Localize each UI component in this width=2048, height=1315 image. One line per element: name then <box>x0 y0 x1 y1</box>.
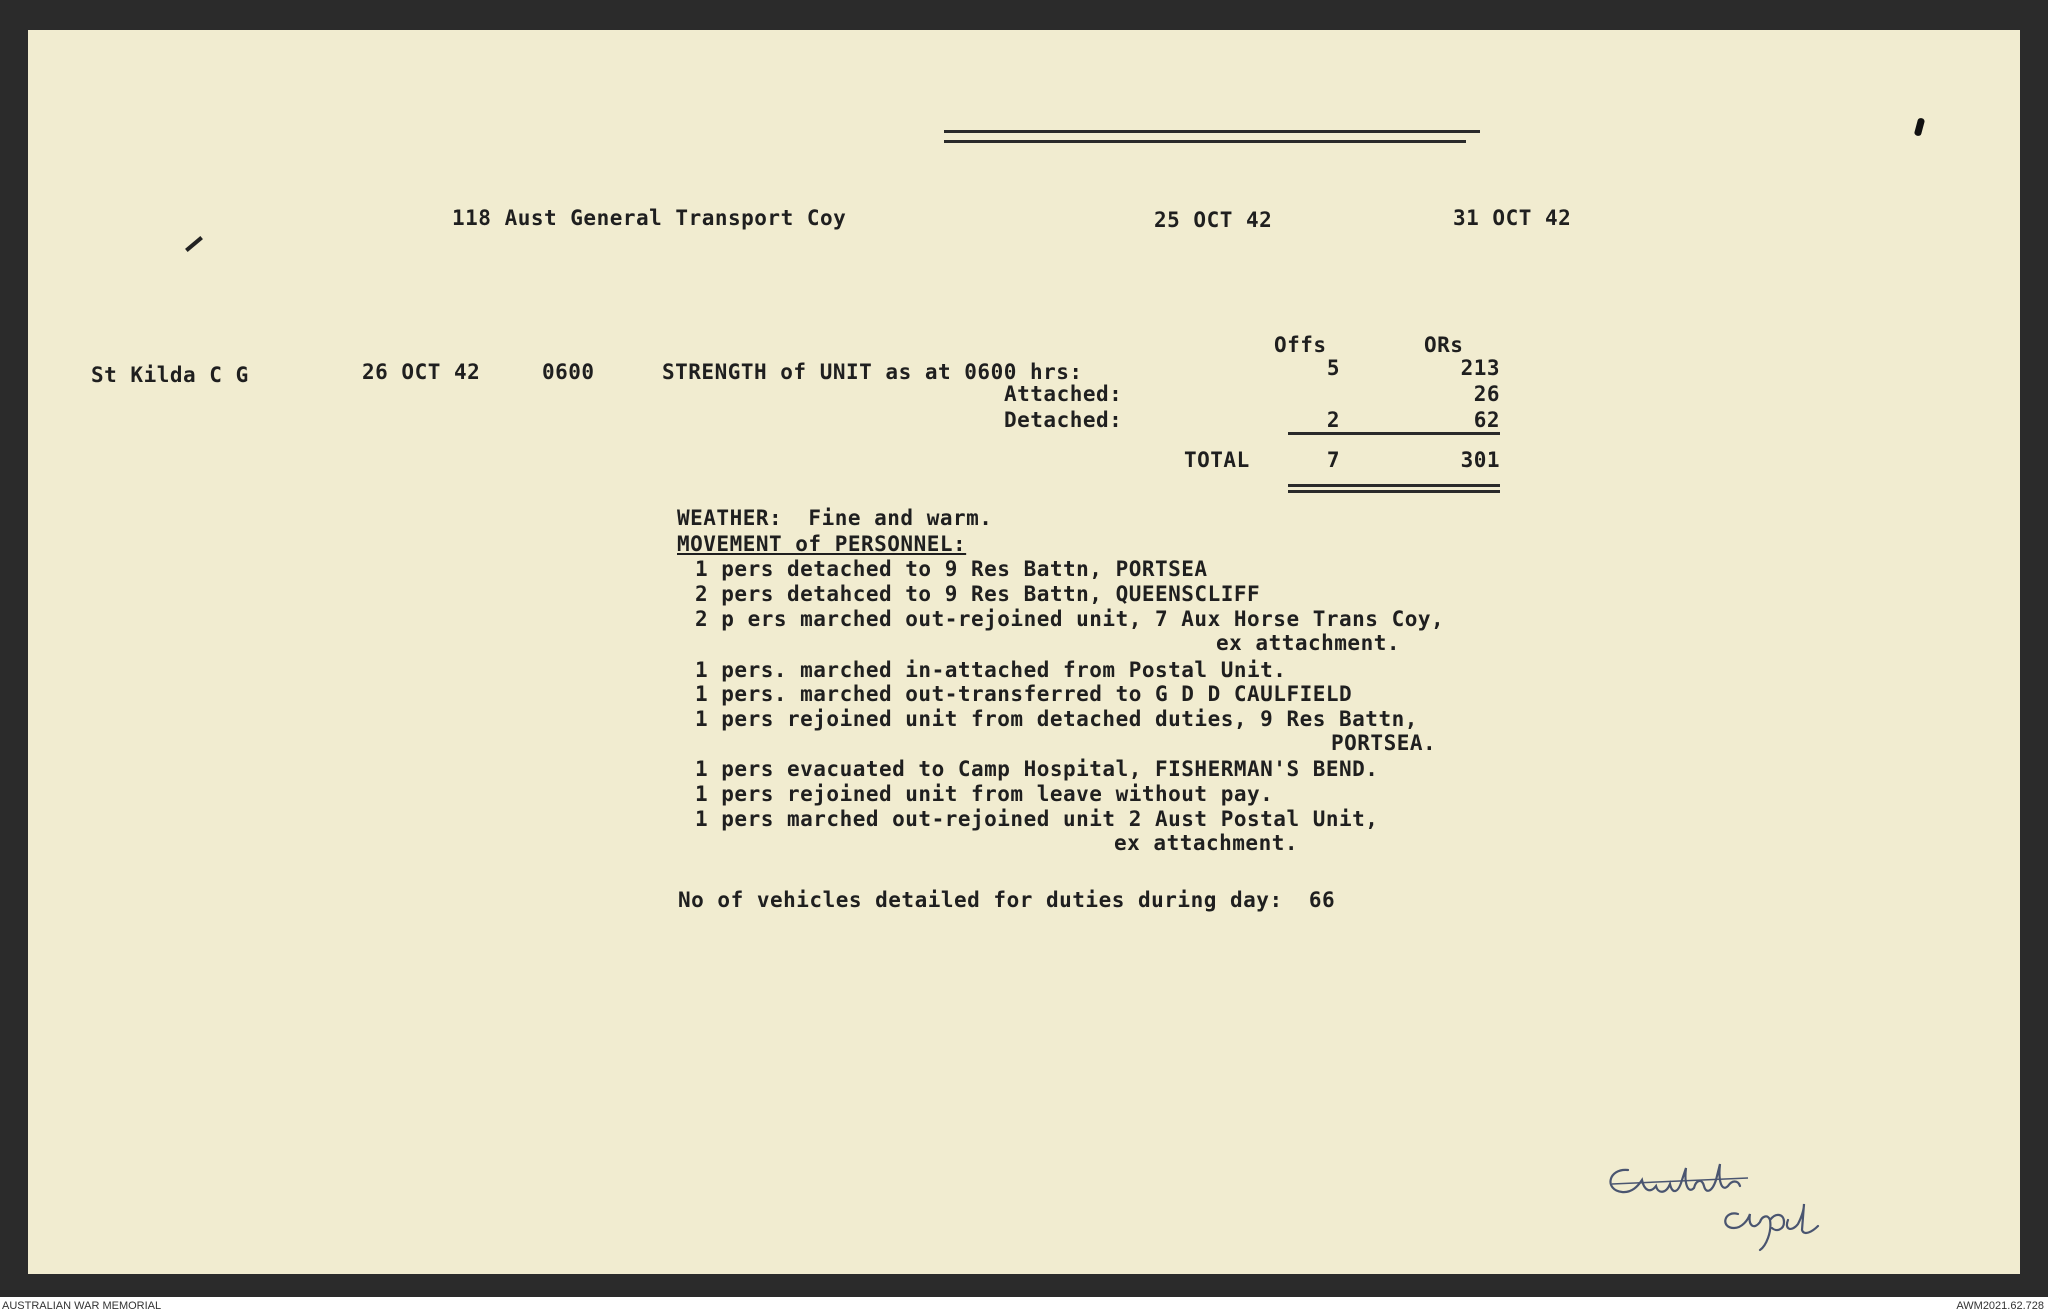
unit-name: 118 Aust General Transport Coy <box>452 206 847 230</box>
total-label: TOTAL <box>1184 448 1250 472</box>
movement-item: 2 p ers marched out-rejoined unit, 7 Aux Horse Trans Coy, <box>695 607 1445 631</box>
detached-label: Detached: <box>1004 408 1123 432</box>
movement-heading: MOVEMENT of PERSONNEL: <box>677 532 967 556</box>
movement-item: 2 pers detahced to 9 Res Battn, QUEENSCLIFF <box>695 582 1261 606</box>
footer-right: AWM2021.62.728 <box>1956 1300 2044 1312</box>
ink-mark <box>185 236 203 252</box>
date-from: 25 OCT 42 <box>1154 208 1273 232</box>
strength-label: STRENGTH of UNIT as at 0600 hrs: <box>662 360 1083 384</box>
document-page <box>28 30 2020 1274</box>
movement-item-cont: ex attachment. <box>1216 631 1401 655</box>
vehicles-line: No of vehicles detailed for duties during day: 66 <box>678 888 1336 912</box>
col-offs-heading: Offs <box>1274 333 1327 357</box>
ink-mark <box>1914 117 1925 136</box>
movement-item: 1 pers. marched in-attached from Postal Unit. <box>695 658 1287 682</box>
movement-item: 1 pers rejoined unit from detached duties, 9 Res Battn, <box>695 707 1418 731</box>
movement-item: 1 pers evacuated to Camp Hospital, FISHERMAN'S BEND. <box>695 757 1379 781</box>
movement-item: 1 pers rejoined unit from leave without pay. <box>695 782 1274 806</box>
strength-offs: 5 <box>1326 356 1340 380</box>
footer-bar <box>0 1297 2048 1315</box>
total-ors: 301 <box>1460 448 1500 472</box>
entry-place: St Kilda C G <box>91 363 249 387</box>
attached-ors: 26 <box>1473 382 1500 406</box>
attached-label: Attached: <box>1004 382 1123 406</box>
top-double-rule <box>944 130 1480 133</box>
movement-item: 1 pers. marched out-transferred to G D D CAULFIELD <box>695 682 1353 706</box>
subtotal-rule <box>1288 432 1500 435</box>
strength-ors: 213 <box>1460 356 1500 380</box>
date-to: 31 OCT 42 <box>1453 206 1572 230</box>
total-double-rule-2 <box>1288 490 1500 493</box>
footer-left: AUSTRALIAN WAR MEMORIAL <box>2 1300 162 1312</box>
movement-item: 1 pers marched out-rejoined unit 2 Aust Postal Unit, <box>695 807 1379 831</box>
movement-item-cont: PORTSEA. <box>1331 731 1437 755</box>
detached-ors: 62 <box>1473 408 1500 432</box>
total-offs: 7 <box>1326 448 1340 472</box>
top-double-rule-2 <box>944 140 1466 143</box>
detached-offs: 2 <box>1326 408 1340 432</box>
movement-item: 1 pers detached to 9 Res Battn, PORTSEA <box>695 557 1208 581</box>
signature <box>1598 1150 1898 1260</box>
entry-date: 26 OCT 42 <box>362 360 481 384</box>
movement-item-cont: ex attachment. <box>1114 831 1299 855</box>
col-ors-heading: ORs <box>1424 333 1464 357</box>
entry-time: 0600 <box>542 360 595 384</box>
weather-line: WEATHER: Fine and warm. <box>677 506 993 530</box>
total-double-rule <box>1288 484 1500 487</box>
